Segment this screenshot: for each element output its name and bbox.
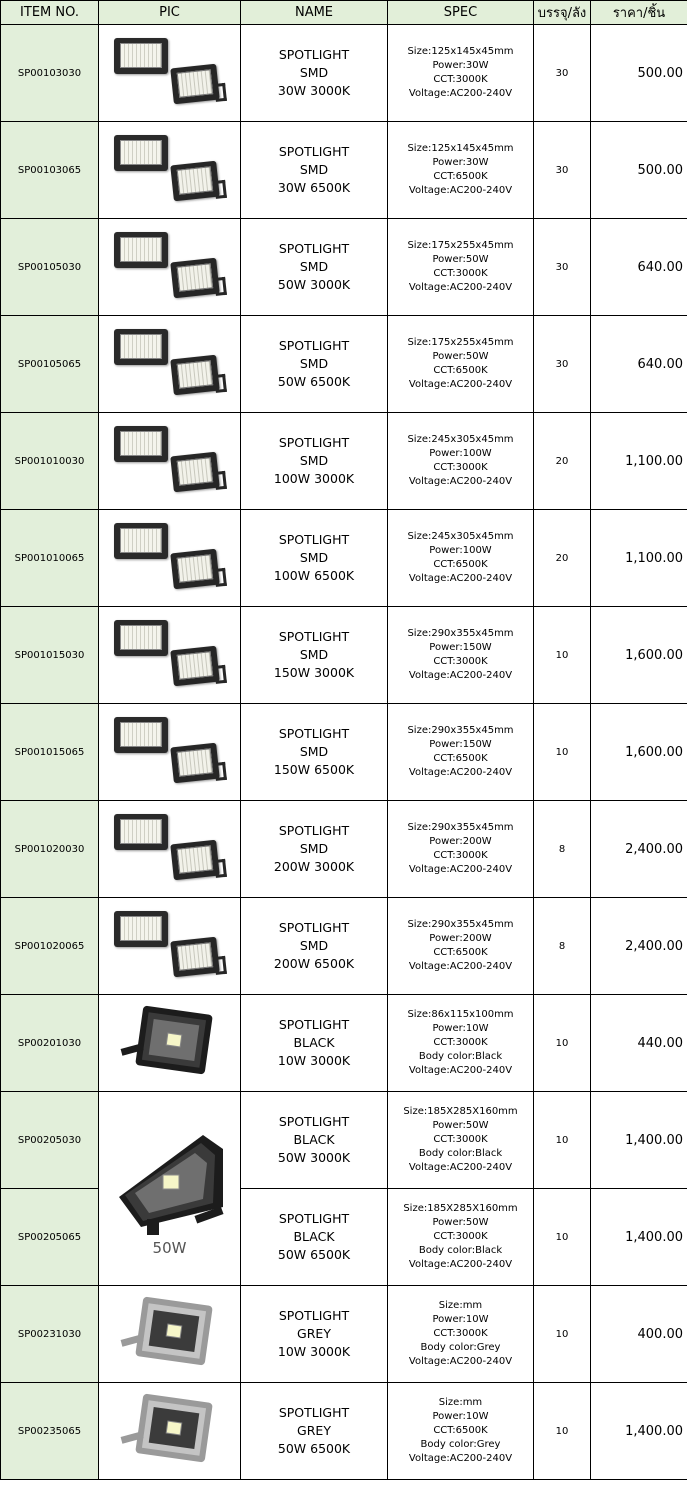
item-no-cell: SP00103030 <box>1 25 99 122</box>
pack-qty-cell: 10 <box>534 1189 591 1286</box>
spec-line: Voltage:AC200-240V <box>408 767 513 778</box>
product-name-line: 100W 3000K <box>273 471 355 486</box>
spec-line: Power:200W <box>429 836 492 847</box>
spec-line: CCT:3000K <box>433 1231 488 1242</box>
pack-qty-cell: 30 <box>534 25 591 122</box>
spec-line: Size:185X285X160mm <box>403 1106 518 1117</box>
item-no-cell: SP00205030 <box>1 1092 99 1189</box>
spec-line: Size:290x355x45mm <box>407 628 514 639</box>
table-row <box>1 995 687 1092</box>
product-image-cell <box>99 25 241 122</box>
pack-qty-cell: 10 <box>534 1383 591 1480</box>
price-cell: 1,400.00 <box>591 1383 687 1480</box>
spec-line: Voltage:AC200-240V <box>408 864 513 875</box>
table-row <box>1 607 687 704</box>
product-name-line: SPOTLIGHT <box>278 1114 350 1129</box>
product-name-cell <box>241 219 388 316</box>
spec-line: CCT:6500K <box>433 1425 488 1436</box>
spec-line: Size:290x355x45mm <box>407 725 514 736</box>
smd-floodlight-image <box>110 424 230 498</box>
pack-qty-cell: 10 <box>534 607 591 704</box>
product-name-line: SMD <box>299 550 329 565</box>
product-image-cell <box>99 607 241 704</box>
spec-line: CCT:3000K <box>433 74 488 85</box>
item-no-cell: SP00201030 <box>1 995 99 1092</box>
product-name-line: SPOTLIGHT <box>278 1405 350 1420</box>
spec-line: Size:245x305x45mm <box>407 531 514 542</box>
item-no-cell: SP00103065 <box>1 122 99 219</box>
spec-line: Power:10W <box>432 1411 489 1422</box>
spec-line: Voltage:AC200-240V <box>408 1259 513 1270</box>
spec-line: Voltage:AC200-240V <box>408 1356 513 1367</box>
pack-qty-cell: 10 <box>534 704 591 801</box>
product-name-cell <box>241 607 388 704</box>
product-name-line: GREY <box>297 1326 331 1341</box>
product-image-cell <box>99 219 241 316</box>
product-name-cell <box>241 1189 388 1286</box>
spec-line: CCT:3000K <box>433 1328 488 1339</box>
smd-floodlight-image <box>110 618 230 692</box>
product-name-cell <box>241 1286 388 1383</box>
table-body <box>1 25 687 1480</box>
spec-line: Voltage:AC200-240V <box>408 573 513 584</box>
table-row <box>1 122 687 219</box>
table-row <box>1 801 687 898</box>
spec-line: CCT:6500K <box>433 753 488 764</box>
product-name-line: SPOTLIGHT <box>278 338 350 353</box>
item-no-cell: SP00105065 <box>1 316 99 413</box>
product-name-cell <box>241 510 388 607</box>
pack-qty-cell: 30 <box>534 316 591 413</box>
product-name-line: SPOTLIGHT <box>278 1308 350 1323</box>
spec-line: Size:mm <box>438 1300 483 1311</box>
pack-qty-cell: 10 <box>534 1092 591 1189</box>
spec-line: Size:125x145x45mm <box>407 143 514 154</box>
item-no-cell: SP001015030 <box>1 607 99 704</box>
price-cell: 1,600.00 <box>591 607 687 704</box>
product-name-cell <box>241 995 388 1092</box>
black-floodlight-image <box>115 1004 225 1079</box>
pack-qty-cell: 10 <box>534 995 591 1092</box>
product-image-cell <box>99 898 241 995</box>
product-image-cell <box>99 413 241 510</box>
price-cell: 1,100.00 <box>591 510 687 607</box>
product-name-line: SPOTLIGHT <box>278 823 350 838</box>
product-name-line: 150W 3000K <box>273 665 355 680</box>
spec-line: Voltage:AC200-240V <box>408 670 513 681</box>
spec-cell <box>388 801 534 898</box>
spec-cell <box>388 413 534 510</box>
spec-line: CCT:3000K <box>433 268 488 279</box>
spec-line: Size:245x305x45mm <box>407 434 514 445</box>
product-image-cell <box>99 122 241 219</box>
item-no-cell: SP001020030 <box>1 801 99 898</box>
product-name-line: 50W 6500K <box>277 374 351 389</box>
smd-floodlight-image <box>110 133 230 207</box>
product-name-line: SMD <box>299 647 329 662</box>
spec-line: Power:50W <box>432 1217 489 1228</box>
product-name-cell <box>241 898 388 995</box>
spec-line: CCT:3000K <box>433 1134 488 1145</box>
spec-line: Power:50W <box>432 351 489 362</box>
header-spec: SPEC <box>388 1 534 25</box>
product-name-line: 200W 3000K <box>273 859 355 874</box>
spec-cell <box>388 510 534 607</box>
product-name-line: SPOTLIGHT <box>278 920 350 935</box>
price-cell: 1,400.00 <box>591 1092 687 1189</box>
price-cell: 500.00 <box>591 25 687 122</box>
product-name-line: SPOTLIGHT <box>278 241 350 256</box>
product-name-line: SMD <box>299 841 329 856</box>
spec-line: Body color:Black <box>418 1148 503 1159</box>
product-name-line: 10W 3000K <box>277 1344 351 1359</box>
item-no-cell: SP00231030 <box>1 1286 99 1383</box>
product-name-line: SPOTLIGHT <box>278 532 350 547</box>
header-qty: บรรจุ/ลัง <box>534 1 591 25</box>
price-cell: 500.00 <box>591 122 687 219</box>
price-cell: 640.00 <box>591 316 687 413</box>
product-name-cell <box>241 1092 388 1189</box>
price-cell: 440.00 <box>591 995 687 1092</box>
smd-floodlight-image <box>110 230 230 304</box>
spec-line: Voltage:AC200-240V <box>408 185 513 196</box>
spec-cell <box>388 1189 534 1286</box>
product-name-line: SMD <box>299 162 329 177</box>
product-name-line: SMD <box>299 65 329 80</box>
spec-cell <box>388 1383 534 1480</box>
spec-line: CCT:6500K <box>433 559 488 570</box>
table-row <box>1 898 687 995</box>
product-name-cell <box>241 704 388 801</box>
header-row <box>1 1 687 25</box>
product-name-line: SPOTLIGHT <box>278 1211 350 1226</box>
spec-cell <box>388 1092 534 1189</box>
pack-qty-cell: 10 <box>534 1286 591 1383</box>
pack-qty-cell: 30 <box>534 122 591 219</box>
product-name-line: SPOTLIGHT <box>278 144 350 159</box>
spec-line: Power:50W <box>432 254 489 265</box>
product-name-cell <box>241 801 388 898</box>
spec-line: Size:175x255x45mm <box>407 337 514 348</box>
spec-line: Voltage:AC200-240V <box>408 282 513 293</box>
spec-line: Power:30W <box>432 157 489 168</box>
price-cell: 1,100.00 <box>591 413 687 510</box>
product-image-cell <box>99 1286 241 1383</box>
item-no-cell: SP001010030 <box>1 413 99 510</box>
product-name-line: 30W 3000K <box>277 83 351 98</box>
pack-qty-cell: 8 <box>534 898 591 995</box>
header-name: NAME <box>241 1 388 25</box>
spec-line: Power:50W <box>432 1120 489 1131</box>
header-pic: PIC <box>99 1 241 25</box>
product-name-cell <box>241 413 388 510</box>
table-row <box>1 1286 687 1383</box>
spec-line: Power:10W <box>432 1314 489 1325</box>
spec-line: CCT:6500K <box>433 171 488 182</box>
product-name-line: SMD <box>299 356 329 371</box>
product-name-line: 50W 6500K <box>277 1441 351 1456</box>
spec-line: Voltage:AC200-240V <box>408 1162 513 1173</box>
pack-qty-cell: 8 <box>534 801 591 898</box>
product-name-line: 150W 6500K <box>273 762 355 777</box>
spec-line: Voltage:AC200-240V <box>408 1065 513 1076</box>
spec-line: Power:100W <box>429 448 492 459</box>
spec-line: Voltage:AC200-240V <box>408 1453 513 1464</box>
product-name-cell <box>241 122 388 219</box>
product-image-cell <box>99 316 241 413</box>
grey-floodlight-image <box>115 1392 225 1467</box>
power-caption: 50W <box>152 1238 187 1257</box>
spec-line: CCT:6500K <box>433 365 488 376</box>
spec-line: CCT:3000K <box>433 850 488 861</box>
spec-line: Size:125x145x45mm <box>407 46 514 57</box>
spec-line: Body color:Black <box>418 1245 503 1256</box>
product-name-line: GREY <box>297 1423 331 1438</box>
spec-cell <box>388 607 534 704</box>
spec-line: Size:290x355x45mm <box>407 822 514 833</box>
spec-cell <box>388 995 534 1092</box>
spec-line: Body color:Grey <box>420 1439 501 1450</box>
spec-line: Power:150W <box>429 739 492 750</box>
product-name-line: BLACK <box>293 1229 335 1244</box>
product-image-cell <box>99 1383 241 1480</box>
item-no-cell: SP00105030 <box>1 219 99 316</box>
item-no-cell: SP001015065 <box>1 704 99 801</box>
spec-line: Size:185X285X160mm <box>403 1203 518 1214</box>
table-row <box>1 219 687 316</box>
product-name-line: SMD <box>299 938 329 953</box>
product-name-line: SPOTLIGHT <box>278 726 350 741</box>
spec-line: Voltage:AC200-240V <box>408 379 513 390</box>
table-row <box>1 704 687 801</box>
spec-cell <box>388 898 534 995</box>
spec-line: Power:30W <box>432 60 489 71</box>
item-no-cell: SP001010065 <box>1 510 99 607</box>
product-name-line: SPOTLIGHT <box>278 629 350 644</box>
product-name-line: SMD <box>299 744 329 759</box>
price-cell: 1,400.00 <box>591 1189 687 1286</box>
product-name-line: BLACK <box>293 1035 335 1050</box>
table-row <box>1 1092 687 1189</box>
spec-line: Body color:Grey <box>420 1342 501 1353</box>
product-name-line: SMD <box>299 453 329 468</box>
smd-floodlight-image <box>110 812 230 886</box>
spec-line: Power:100W <box>429 545 492 556</box>
pack-qty-cell: 30 <box>534 219 591 316</box>
spec-cell <box>388 1286 534 1383</box>
spec-cell <box>388 316 534 413</box>
smd-floodlight-image <box>110 327 230 401</box>
spec-cell <box>388 122 534 219</box>
table-row <box>1 413 687 510</box>
product-name-line: SMD <box>299 259 329 274</box>
spec-line: Power:150W <box>429 642 492 653</box>
spec-cell <box>388 25 534 122</box>
spec-line: Size:mm <box>438 1397 483 1408</box>
product-name-line: 50W 3000K <box>277 277 351 292</box>
spec-line: CCT:3000K <box>433 462 488 473</box>
smd-floodlight-image <box>110 521 230 595</box>
product-image-cell <box>99 801 241 898</box>
product-name-line: SPOTLIGHT <box>278 1017 350 1032</box>
product-image-cell <box>99 995 241 1092</box>
spec-line: Size:86x115x100mm <box>407 1009 514 1020</box>
product-name-line: 100W 6500K <box>273 568 355 583</box>
product-name-line: BLACK <box>293 1132 335 1147</box>
smd-floodlight-image <box>110 36 230 110</box>
product-image-cell <box>99 704 241 801</box>
product-name-cell <box>241 316 388 413</box>
smd-floodlight-image <box>110 715 230 789</box>
product-name-cell <box>241 1383 388 1480</box>
spec-line: Size:175x255x45mm <box>407 240 514 251</box>
spec-line: CCT:3000K <box>433 1037 488 1048</box>
product-name-line: 50W 6500K <box>277 1247 351 1262</box>
spec-line: Body color:Black <box>418 1051 503 1062</box>
product-image-cell <box>99 510 241 607</box>
table-row <box>1 1383 687 1480</box>
product-name-line: 50W 3000K <box>277 1150 351 1165</box>
product-image-cell <box>99 1092 241 1286</box>
spec-line: Power:10W <box>432 1023 489 1034</box>
product-name-cell <box>241 25 388 122</box>
smd-floodlight-image <box>110 909 230 983</box>
item-no-cell: SP00235065 <box>1 1383 99 1480</box>
table-row <box>1 25 687 122</box>
price-cell: 2,400.00 <box>591 801 687 898</box>
price-cell: 2,400.00 <box>591 898 687 995</box>
pack-qty-cell: 20 <box>534 510 591 607</box>
table-row <box>1 510 687 607</box>
black-floodlight-image <box>111 1127 231 1237</box>
product-name-line: 10W 3000K <box>277 1053 351 1068</box>
price-cell: 1,600.00 <box>591 704 687 801</box>
spec-line: Voltage:AC200-240V <box>408 88 513 99</box>
price-cell: 640.00 <box>591 219 687 316</box>
spec-line: Power:200W <box>429 933 492 944</box>
spec-line: CCT:3000K <box>433 656 488 667</box>
table-row <box>1 316 687 413</box>
price-cell: 400.00 <box>591 1286 687 1383</box>
grey-floodlight-image <box>115 1295 225 1370</box>
product-name-line: SPOTLIGHT <box>278 47 350 62</box>
spec-line: CCT:6500K <box>433 947 488 958</box>
item-no-cell: SP001020065 <box>1 898 99 995</box>
spec-cell <box>388 219 534 316</box>
pack-qty-cell: 20 <box>534 413 591 510</box>
spec-line: Size:290x355x45mm <box>407 919 514 930</box>
product-name-line: 30W 6500K <box>277 180 351 195</box>
item-no-cell: SP00205065 <box>1 1189 99 1286</box>
spec-line: Voltage:AC200-240V <box>408 476 513 487</box>
product-name-line: SPOTLIGHT <box>278 435 350 450</box>
product-name-line: 200W 6500K <box>273 956 355 971</box>
spec-cell <box>388 704 534 801</box>
header-item-no: ITEM NO. <box>1 1 99 25</box>
spec-line: Voltage:AC200-240V <box>408 961 513 972</box>
header-price: ราคา/ชิ้น <box>591 1 687 25</box>
